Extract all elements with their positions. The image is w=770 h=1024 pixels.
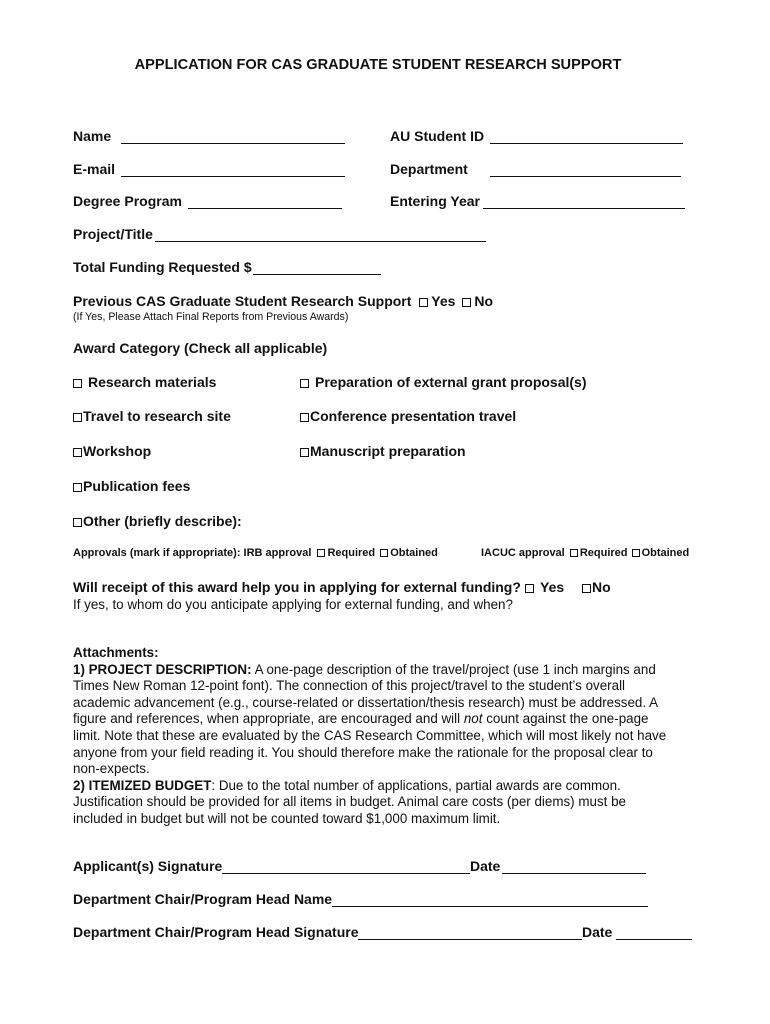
email-label: E-mail [73, 161, 116, 177]
award-category-heading: Award Category (Check all applicable) [73, 340, 328, 356]
previous-support-row [73, 293, 493, 309]
award-manuscript[interactable] [300, 443, 466, 459]
conference-checkbox[interactable] [300, 413, 309, 422]
chair-date-field[interactable] [616, 926, 692, 940]
total-funding-field[interactable] [253, 261, 381, 275]
itemized-budget-line-3: included in budget but will not be counted toward $1,000 maximum limit. [73, 810, 501, 826]
previous-yes-label: Yes [431, 293, 456, 309]
form-title: APPLICATION FOR CAS GRADUATE STUDENT RESEARCH SUPPORT [134, 57, 622, 73]
external-funding-question: Will receipt of this award help you in applying for external funding? [73, 579, 521, 595]
itemized-budget-label: 2) ITEMIZED BUDGET [73, 777, 212, 793]
project-description-label: 1) PROJECT DESCRIPTION: [73, 661, 252, 677]
external-funding-followup: If yes, to whom do you anticipate applying for external funding, and when? [73, 597, 513, 612]
department-label: Department [390, 161, 468, 177]
publication-label: Publication fees [83, 478, 191, 494]
chair-name-label: Department Chair/Program Head Name [73, 891, 333, 907]
irb-required-label: Required [327, 547, 376, 559]
degree-program-label: Degree Program [73, 193, 182, 209]
project-description-line-1 [73, 662, 693, 679]
au-student-id-field[interactable] [490, 130, 683, 144]
attachments-heading: Attachments: [73, 645, 159, 660]
external-no-label: No [592, 579, 611, 595]
approvals-label: Approvals (mark if appropriate): IRB approval [73, 547, 312, 559]
email-field[interactable] [121, 163, 345, 177]
project-description-text: A one-page description of the travel/project (use 1 inch margins and [254, 661, 656, 677]
conference-label: Conference presentation travel [310, 408, 517, 424]
manuscript-label: Manuscript preparation [310, 443, 466, 459]
iacuc-obtained-checkbox[interactable] [632, 549, 640, 557]
external-grant-checkbox[interactable] [300, 379, 309, 388]
entering-year-label: Entering Year [390, 193, 481, 209]
project-description-text: count against the one-page [486, 711, 649, 727]
iacuc-required-label: Required [579, 547, 628, 559]
travel-checkbox[interactable] [73, 413, 82, 422]
project-title-field[interactable] [155, 228, 486, 242]
award-workshop[interactable] [73, 443, 151, 459]
previous-no-checkbox[interactable] [462, 298, 471, 307]
total-funding-label: Total Funding Requested $ [73, 259, 252, 275]
chair-signature-field[interactable] [358, 926, 582, 940]
research-materials-label: Research materials [88, 374, 217, 390]
irb-obtained-label: Obtained [390, 547, 438, 559]
department-field[interactable] [490, 163, 681, 177]
workshop-checkbox[interactable] [73, 448, 82, 457]
au-student-id-label: AU Student ID [390, 128, 485, 144]
previous-support-note: (If Yes, Please Attach Final Reports from Previous Awards) [73, 311, 349, 323]
iacuc-row [481, 547, 689, 559]
award-conference[interactable] [300, 408, 516, 424]
manuscript-checkbox[interactable] [300, 448, 309, 457]
project-description-line-2: Times New Roman 12-point font). The connection of this project/travel to the student’s overall [73, 678, 626, 694]
name-label: Name [73, 128, 112, 144]
award-other[interactable] [73, 513, 242, 529]
iacuc-obtained-label: Obtained [641, 547, 690, 559]
award-research-materials[interactable] [73, 374, 216, 390]
award-publication[interactable] [73, 478, 190, 494]
previous-yes-checkbox[interactable] [419, 298, 428, 307]
publication-checkbox[interactable] [73, 483, 82, 492]
research-materials-checkbox[interactable] [73, 379, 82, 388]
award-external-grant[interactable] [300, 374, 587, 390]
previous-support-label: Previous CAS Graduate Student Research Support [73, 293, 412, 309]
project-description-line-3: academic advancement (e.g., course-related or dissertation/thesis research) must be addressed. A [73, 694, 659, 710]
applicant-date-field[interactable] [502, 860, 646, 874]
itemized-budget-line-1 [73, 778, 693, 795]
chair-name-field[interactable] [332, 893, 648, 907]
name-field[interactable] [121, 130, 345, 144]
award-travel[interactable] [73, 408, 231, 424]
chair-signature-label: Department Chair/Program Head Signature [73, 924, 359, 940]
entering-year-field[interactable] [483, 195, 685, 209]
external-yes-label: Yes [540, 579, 565, 595]
degree-program-field[interactable] [188, 195, 342, 209]
applicant-signature-label: Applicant(s) Signature [73, 858, 223, 874]
irb-required-checkbox[interactable] [317, 549, 325, 557]
applicant-date-label: Date [470, 858, 501, 874]
other-label: Other (briefly describe): [83, 513, 242, 529]
previous-no-label: No [474, 293, 493, 309]
iacuc-required-checkbox[interactable] [570, 549, 578, 557]
project-description-line-6: anyone from your field reading it. You should therefore make the rationale for the proposal clear to [73, 744, 653, 760]
travel-label: Travel to research site [83, 408, 231, 424]
emphasis-not: not [463, 711, 483, 727]
attachments-section [73, 645, 693, 828]
approvals-row [73, 547, 438, 559]
external-yes-checkbox[interactable] [525, 584, 534, 593]
project-description-line-4 [73, 711, 693, 728]
irb-obtained-checkbox[interactable] [380, 549, 388, 557]
itemized-budget-line-2: Justification should be provided for all items in budget. Animal care costs (per diems) must be [73, 794, 626, 810]
applicant-signature-field[interactable] [222, 860, 470, 874]
external-grant-label: Preparation of external grant proposal(s) [315, 374, 587, 390]
project-description-text: figure and references, when appropriate, are encouraged and will [73, 711, 461, 727]
iacuc-label: IACUC approval [481, 547, 565, 559]
project-title-label: Project/Title [73, 226, 153, 242]
workshop-label: Workshop [83, 443, 152, 459]
chair-date-label: Date [582, 924, 613, 940]
external-no[interactable] [582, 579, 611, 595]
project-description-line-5: limit. Note that these are evaluated by the CAS Research Committee, which will most likely not have [73, 727, 667, 743]
project-description-line-7: non-expects. [73, 761, 150, 777]
itemized-budget-text: : Due to the total number of applications, partial awards are common. [211, 777, 621, 793]
other-checkbox[interactable] [73, 518, 82, 527]
external-yes[interactable] [525, 579, 564, 595]
external-no-checkbox[interactable] [582, 584, 591, 593]
